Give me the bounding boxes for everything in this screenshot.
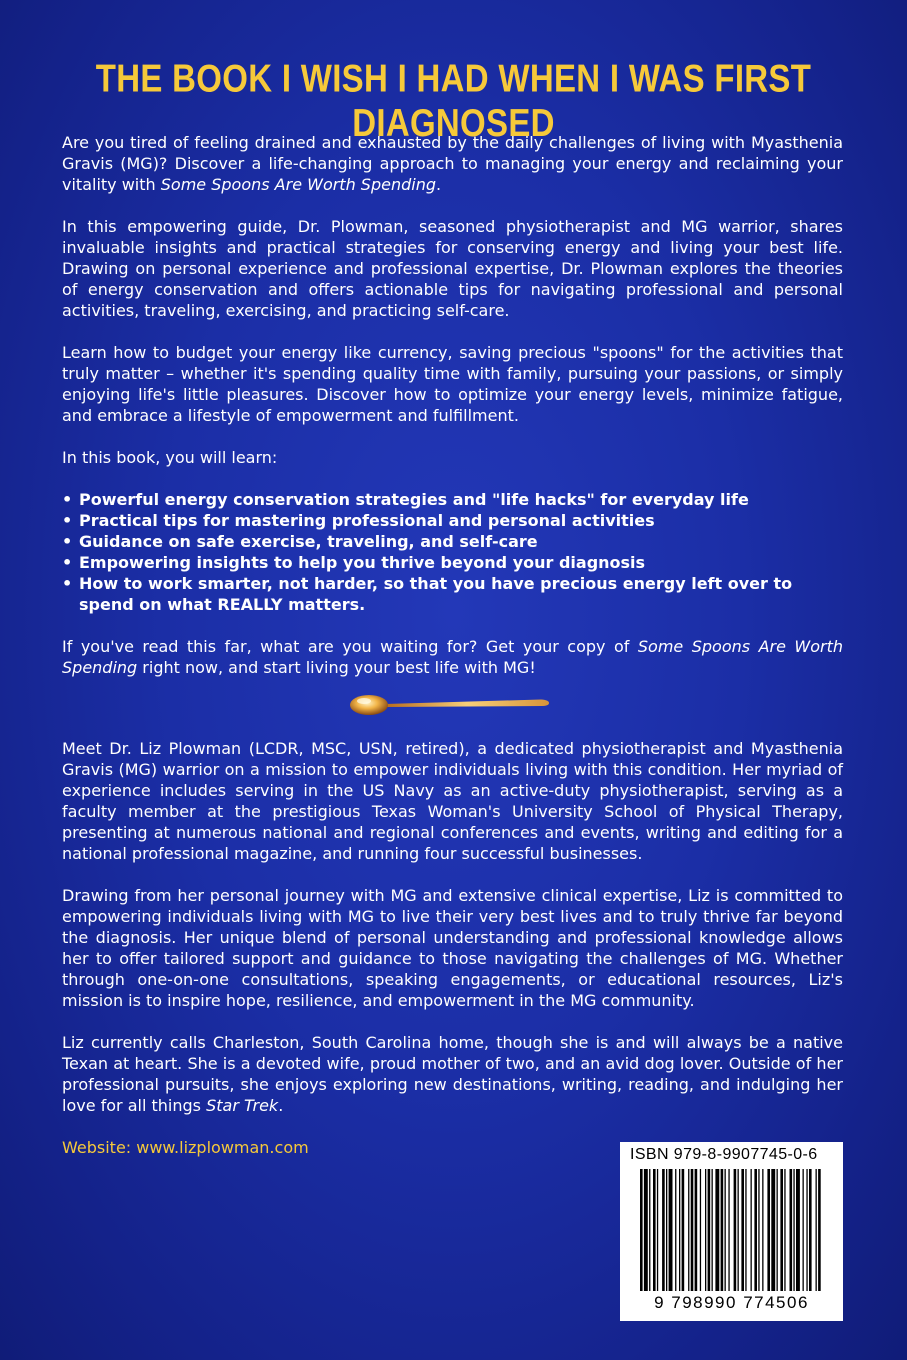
barcode-bar [793, 1169, 794, 1291]
call-to-action: If you've read this far, what are you waiting for? Get your copy of Some Spoons Are Worth Spending right now, and start living your best life with MG! [62, 637, 844, 677]
barcode-bar [712, 1169, 713, 1291]
barcode-bar [771, 1169, 775, 1291]
barcode-bar [734, 1169, 737, 1291]
book-title-italic: Some Spoons Are Worth Spending [160, 175, 436, 194]
bio-paragraph-1: Meet Dr. Liz Plowman (LCDR, MSC, USN, retired), a dedicated physiotherapist and Myasthenia Gravis (MG) warrior on a mission to empower individuals living with this condition. Her myriad of experience includes serving in the US Navy as an active-duty physiotherapist, serving as a faculty member at the prestigious Texas Woman's University School of Physical Therapy, presenting at numerous national and regional conferences and events, writing and editing for a national professional magazine, and running four successful businesses. [62, 739, 843, 863]
barcode-bar [780, 1169, 783, 1291]
website-link[interactable]: Website: www.lizplowman.com [62, 1138, 309, 1157]
barcode-bar [715, 1169, 719, 1291]
list-item: • Empowering insights to help you thrive beyond your diagnosis [62, 552, 843, 573]
barcode-bar [809, 1169, 812, 1291]
barcode-bar [754, 1169, 757, 1291]
barcode-bar [662, 1169, 665, 1291]
learn-list [62, 489, 843, 615]
bio-paragraph-3: Liz currently calls Charleston, South Carolina home, though she is and will always be a native Texan at heart. She is a devoted wife, proud mother of two, and an avid dog lover. Outside of her professional pursuits, she enjoys exploring new destinations, writing, reading, and indulging her love for all things Star Trek. [62, 1033, 843, 1115]
barcode-bar [675, 1169, 676, 1291]
barcode-bar [649, 1169, 650, 1291]
barcode-bar [679, 1169, 680, 1291]
barcode-bar [816, 1169, 817, 1291]
list-item: • Practical tips for mastering professional and personal activities [62, 510, 843, 531]
isbn-barcode-box [620, 1142, 843, 1321]
barcode-bar [725, 1169, 726, 1291]
isbn-label: ISBN 979-8-9907745-0-6 [630, 1146, 818, 1163]
intro-paragraph-1: Are you tired of feeling drained and exhausted by the daily challenges of living with Myasthenia Gravis (MG)? Discover a life-changing approach to managing your energy and reclaiming your vitality with Some Spoons Are Worth Spending. [62, 133, 843, 194]
book-title-italic: Some Spoons Are Worth Spending [62, 637, 844, 677]
barcode-bar [653, 1169, 656, 1291]
barcode-bar [728, 1169, 729, 1291]
barcode-bar [784, 1169, 785, 1291]
barcode-bar [818, 1169, 821, 1291]
golden-spoon-icon [345, 684, 555, 724]
barcode-bar [700, 1169, 701, 1291]
list-item: • Powerful energy conservation strategies and "life hacks" for everyday life [62, 489, 843, 510]
barcode-bar [745, 1169, 746, 1291]
star-trek-italic: Star Trek [206, 1096, 279, 1115]
barcode-bar [691, 1169, 694, 1291]
page-headline: THE BOOK I WISH I HAD WHEN I WAS FIRST DIAGNOSED [95, 56, 812, 145]
barcode-bar [666, 1169, 667, 1291]
barcode-bar [682, 1169, 685, 1291]
barcode-bar [762, 1169, 763, 1291]
barcode-bar [738, 1169, 739, 1291]
barcode-bar [640, 1169, 643, 1291]
barcode-bar [669, 1169, 673, 1291]
barcode-bar [688, 1169, 689, 1291]
barcode-bar [705, 1169, 706, 1291]
barcode-digits: 9 798990 774506 [654, 1293, 809, 1312]
barcode-bar [767, 1169, 770, 1291]
description-block [62, 132, 843, 699]
barcode-bar [806, 1169, 807, 1291]
barcode-bar [741, 1169, 744, 1291]
barcode-bar [803, 1169, 804, 1291]
barcode-bar [796, 1169, 800, 1291]
list-item: • Guidance on safe exercise, traveling, and self-care [62, 531, 843, 552]
intro-paragraph-2: In this empowering guide, Dr. Plowman, seasoned physiotherapist and MG warrior, shares invaluable insights and practical strategies for conserving energy and living your best life. Drawing on personal experience and professional expertise, Dr. Plowman explores the theories of energy conservation and offers actionable tips for navigating professional and personal activities, traveling, exercising, and practicing self-care. [62, 217, 843, 320]
author-bio-block [62, 738, 843, 1137]
intro-paragraph-3: Learn how to budget your energy like currency, saving precious "spoons" for the activities that truly matter – whether it's spending quality time with family, pursuing your passions, or simply enjoying life's little pleasures. Discover how to optimize your energy levels, minimize fatigue, and embrace a lifestyle of empowerment and fulfillment. [62, 343, 843, 425]
barcode-bar [657, 1169, 658, 1291]
barcode-bar [644, 1169, 648, 1291]
barcode-bar [708, 1169, 711, 1291]
barcode-bar [721, 1169, 724, 1291]
barcode-bar [790, 1169, 793, 1291]
bio-paragraph-2: Drawing from her personal journey with MG and extensive clinical expertise, Liz is committed to empowering individuals living with MG to live their very best lives and to truly thrive far beyond the diagnosis. Her unique blend of personal understanding and professional knowledge allows her to offer tailored support and guidance to those navigating the challenges of MG. Whether through one-on-one consultations, speaking engagements, or educational resources, Liz's mission is to inspire hope, resilience, and empowerment in the MG community. [62, 886, 843, 1010]
barcode-bar [695, 1169, 698, 1291]
list-item: • How to work smarter, not harder, so that you have precious energy left over to spend on what REALLY matters. [62, 573, 843, 615]
barcode-bar [777, 1169, 778, 1291]
barcode-bar [751, 1169, 752, 1291]
learn-lead: In this book, you will learn: [62, 448, 278, 467]
barcode-bar [758, 1169, 759, 1291]
barcode-icon [638, 1169, 825, 1291]
